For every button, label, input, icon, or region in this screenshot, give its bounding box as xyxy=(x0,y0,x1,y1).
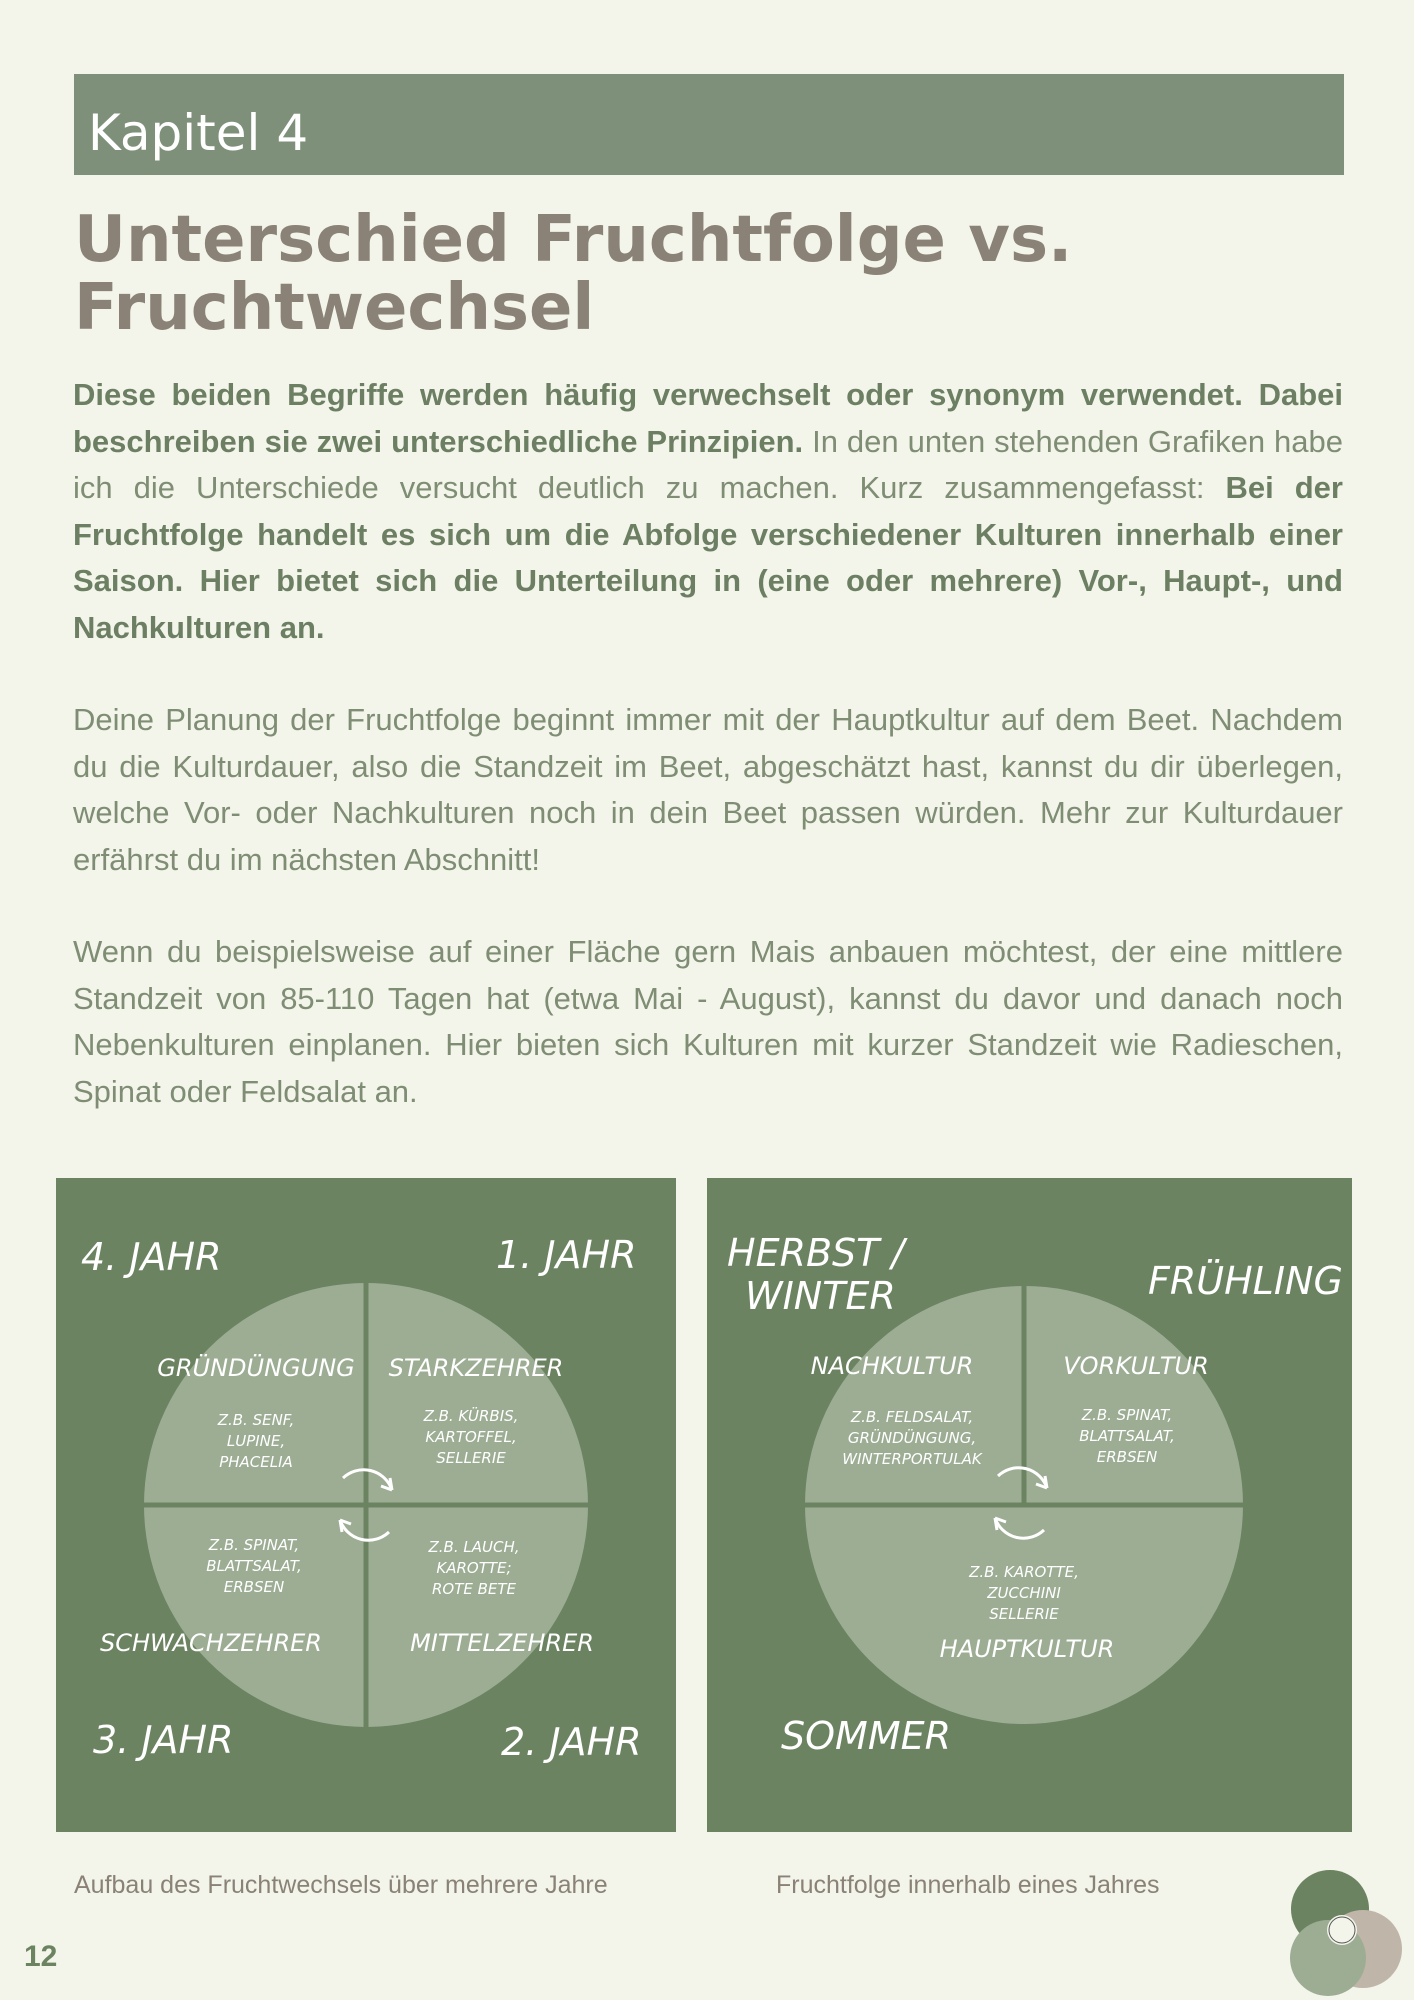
page-number: 12 xyxy=(24,1940,58,1973)
corner-year-2: 2. JAHR xyxy=(501,1720,642,1764)
example-line: Z.B. LAUCH, xyxy=(428,1538,520,1556)
example-line: Z.B. FELDSALAT, xyxy=(850,1408,974,1426)
example-paragraph: Wenn du beispielsweise auf einer Fläche gern Mais anbauen möchtest, der eine mittlere Standzeit von 85-110 Tagen hat (etwa Mai - August), kannst du davor und danach noch Nebenkulturen einplanen. Hier bieten sich Kulturen mit kurzer Standzeit wie Radieschen, Spinat oder Feldsalat an. xyxy=(73,934,1343,1109)
example-line: KARTOFFEL, xyxy=(425,1428,517,1446)
chapter-label: Kapitel 4 xyxy=(88,104,309,162)
segment-schwachzehrer: SCHWACHZEHRER xyxy=(100,1629,322,1657)
segment-vorkultur: VORKULTUR xyxy=(1063,1352,1209,1380)
crop-sequence-diagram xyxy=(707,1178,1352,1832)
example-line: WINTERPORTULAK xyxy=(842,1450,982,1468)
season-spring: FRÜHLING xyxy=(1148,1259,1343,1303)
planning-paragraph: Deine Planung der Fruchtfolge beginnt immer mit der Hauptkultur auf dem Beet. Nachdem du die Kulturdauer, also die Standzeit im Beet, abgeschätzt hast, kannst du dir überlegen, welche Vor- oder Nachkulturen noch in dein Beet passen würden. Mehr zur Kulturdauer erfährst du im nächsten Abschnitt! xyxy=(73,702,1343,877)
page-title-line-1: Unterschied Fruchtfolge vs. xyxy=(74,203,1073,277)
segment-gruenduengung: GRÜNDÜNGUNG xyxy=(157,1354,355,1382)
intro-bold-b: Bei der Fruchtfolge handelt es sich um die Abfolge verschiedener Kulturen innerhalb einer Saison. Hier bietet sich die Unterteilung in (eine oder mehrere) Vor-, Haupt-, und Nachkulturen an. xyxy=(73,470,1343,645)
example-line: SELLERIE xyxy=(436,1449,506,1467)
example-line: ERBSEN xyxy=(223,1578,285,1596)
corner-year-3: 3. JAHR xyxy=(93,1718,234,1762)
example-line: ERBSEN xyxy=(1096,1448,1158,1466)
crop-rotation-diagram xyxy=(56,1178,676,1832)
example-line: PHACELIA xyxy=(219,1453,293,1471)
example-line: Z.B. SPINAT, xyxy=(208,1536,300,1554)
example-line: SELLERIE xyxy=(989,1605,1059,1623)
brand-logo-icon xyxy=(1282,1866,1402,1996)
caption-crop-rotation: Aufbau des Fruchtwechsels über mehrere Jahre xyxy=(74,1871,608,1899)
intro-paragraph xyxy=(73,372,1343,651)
season-summer: SOMMER xyxy=(781,1714,952,1758)
example-line: ROTE BETE xyxy=(431,1580,517,1598)
example-line: KAROTTE; xyxy=(436,1559,512,1577)
segment-hauptkultur: HAUPTKULTUR xyxy=(939,1635,1115,1663)
example-line: Z.B. KÜRBIS, xyxy=(423,1407,519,1425)
segment-mittelzehrer: MITTELZEHRER xyxy=(410,1629,594,1657)
segment-nachkultur: NACHKULTUR xyxy=(810,1352,974,1380)
intro-normal-a: In den unten stehenden Grafiken habe ich die Unterschiede versucht deutlich zu machen. Kurz zusammengefasst: xyxy=(73,423,1343,505)
season-autumn-line-2: WINTER xyxy=(745,1274,896,1318)
intro-bold-a: Diese beiden Begriffe werden häufig verwechselt oder synonym verwendet. Dabei beschreiben sie zwei unterschiedliche Prinzipien. xyxy=(73,377,1343,459)
example-line: BLATTSALAT, xyxy=(206,1557,302,1575)
corner-year-4: 4. JAHR xyxy=(81,1235,222,1279)
example-line: ZUCCHINI xyxy=(987,1584,1061,1602)
page-title-line-2: Fruchtwechsel xyxy=(74,271,595,345)
example-line: Z.B. SENF, xyxy=(217,1411,295,1429)
example-line: LUPINE, xyxy=(226,1432,286,1450)
example-line: BLATTSALAT, xyxy=(1079,1427,1175,1445)
example-line: Z.B. KAROTTE, xyxy=(969,1563,1079,1581)
season-autumn-line-1: HERBST / xyxy=(727,1231,905,1275)
chapter-header-bar xyxy=(74,74,1344,175)
page-title xyxy=(74,203,1274,345)
corner-year-1: 1. JAHR xyxy=(496,1233,637,1277)
example-line: Z.B. SPINAT, xyxy=(1081,1406,1173,1424)
example-line: GRÜNDÜNGUNG, xyxy=(847,1429,977,1447)
caption-crop-sequence: Fruchtfolge innerhalb eines Jahres xyxy=(776,1871,1160,1899)
segment-starkzehrer: STARKZEHRER xyxy=(388,1354,564,1382)
